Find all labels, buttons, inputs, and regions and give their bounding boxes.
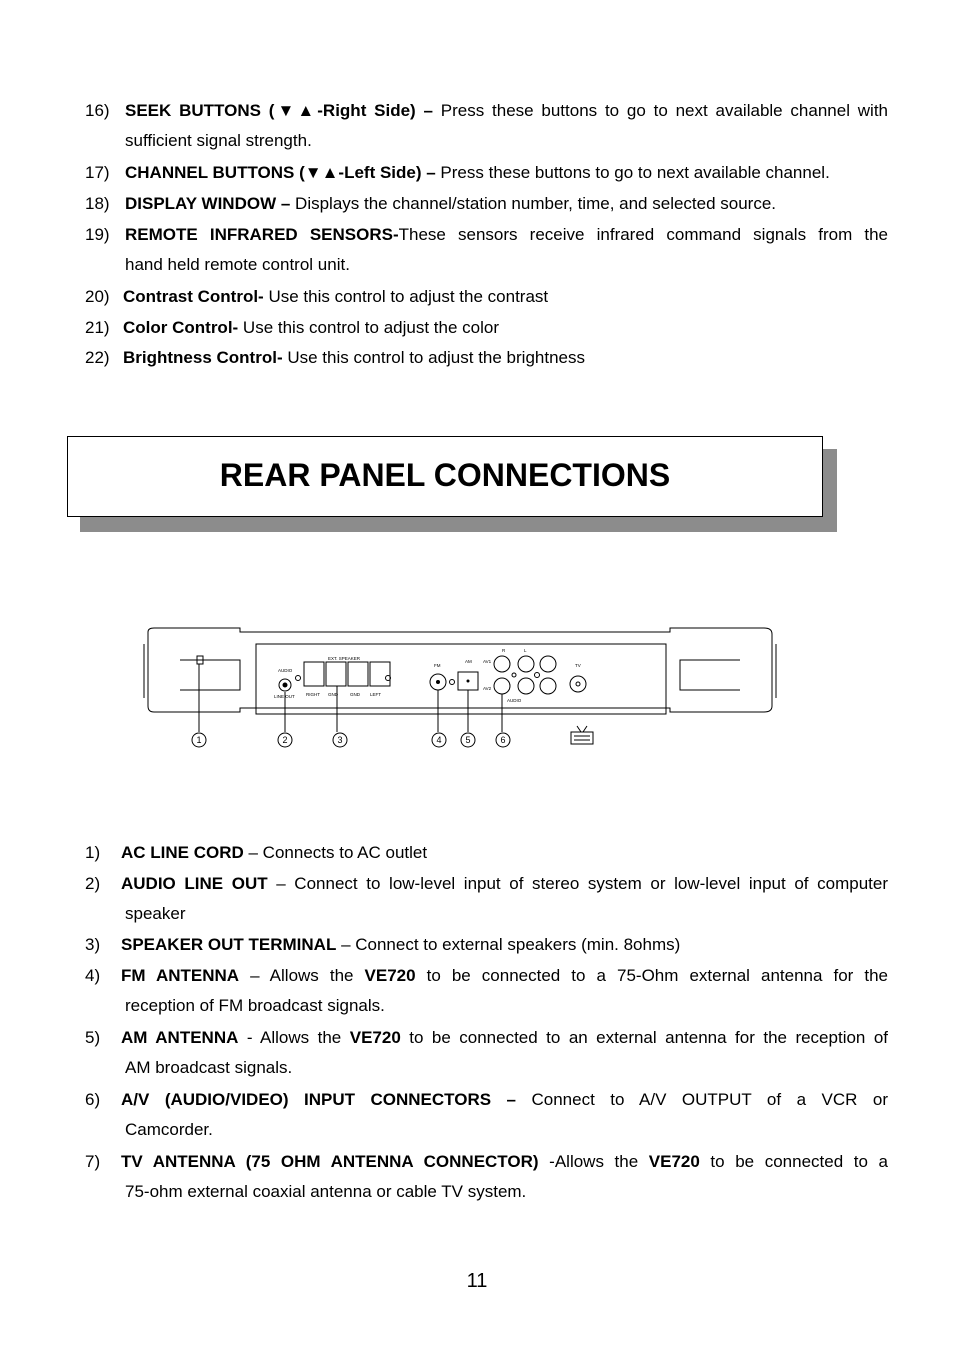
- callout-2: 2: [282, 735, 288, 745]
- item-term: Color Control-: [123, 318, 239, 337]
- item-continuation: sufficient signal strength.: [125, 131, 312, 150]
- label-av2: AV2: [483, 686, 492, 691]
- item-term: A/V (AUDIO/VIDEO) INPUT CONNECTORS –: [121, 1090, 517, 1109]
- item-continuation: speaker: [125, 904, 186, 923]
- item-description: to be connected to an external antenna for the reception of: [400, 1028, 889, 1047]
- section-title: REAR PANEL CONNECTIONS: [219, 457, 671, 493]
- panel-outline: [148, 628, 772, 712]
- item-term: TV ANTENNA (75 OHM ANTENNA CONNECTOR): [121, 1152, 539, 1171]
- tv-jack-center: [576, 682, 580, 686]
- label-audio: AUDIO: [278, 668, 293, 673]
- label-gnd-2: GND: [350, 692, 360, 697]
- item-number: 19): [85, 225, 110, 244]
- item-term: SPEAKER OUT TERMINAL: [121, 935, 337, 954]
- speaker-terminal-left: [370, 662, 390, 686]
- item-text: [121, 1085, 888, 1115]
- item-text: [125, 96, 888, 126]
- label-am: AM: [465, 659, 472, 664]
- item-term: Contrast Control-: [123, 287, 264, 306]
- callout-4: 4: [436, 735, 442, 745]
- item-description: Use this control to adjust the color: [238, 318, 499, 337]
- item-term: VE720: [364, 966, 416, 985]
- fm-screw: [450, 680, 455, 685]
- label-r: R: [502, 648, 506, 653]
- item-continuation: 75-ohm external coaxial antenna or cable TV system.: [125, 1182, 527, 1201]
- item-term: REMOTE INFRARED SENSORS-: [125, 225, 399, 244]
- item-term: Brightness Control-: [123, 348, 283, 367]
- label-audio-bottom: AUDIO: [507, 698, 522, 703]
- item-number: 4): [85, 966, 101, 985]
- item-text: [121, 930, 888, 960]
- label-gnd-1: GND: [328, 692, 338, 697]
- av2-audio-l-jack: [540, 678, 556, 694]
- item-number: 20): [85, 287, 110, 306]
- item-term: VE720: [648, 1152, 700, 1171]
- item-description: Displays the channel/station number, time, and selected source.: [290, 194, 777, 213]
- item-number: 5): [85, 1028, 101, 1047]
- item-text: [121, 1023, 888, 1053]
- item-number: 16): [85, 101, 110, 120]
- item-term: AUDIO LINE OUT: [121, 874, 268, 893]
- am-terminal-dot: [467, 680, 469, 682]
- av2-video-jack: [494, 678, 510, 694]
- label-fm: FM: [434, 663, 441, 668]
- speaker-terminal-right: [304, 662, 324, 686]
- callout-3: 3: [337, 735, 343, 745]
- item-description: – Connects to AC outlet: [243, 843, 428, 862]
- av1-audio-r-jack: [518, 656, 534, 672]
- speaker-terminal-gnd1: [326, 662, 346, 686]
- fm-jack-center: [437, 681, 440, 684]
- callout-1: 1: [196, 735, 202, 745]
- item-text: [121, 961, 888, 991]
- item-description: – Allows the: [239, 966, 365, 985]
- line-out-jack-center: [283, 683, 287, 687]
- item-description: These sensors receive infrared command signals from the: [398, 225, 888, 244]
- item-term: AM ANTENNA: [121, 1028, 239, 1047]
- rear-panel-diagram: [140, 620, 780, 755]
- av2-audio-r-jack: [518, 678, 534, 694]
- item-text: [125, 189, 888, 219]
- label-av1: AV1: [483, 659, 492, 664]
- connector-panel: [256, 644, 666, 714]
- label-ext-speaker: EXT. SPEAKER: [328, 656, 361, 661]
- label-line-out: LINE OUT: [274, 694, 295, 699]
- item-description: Use this control to adjust the brightness: [282, 348, 585, 367]
- item-continuation: reception of FM broadcast signals.: [125, 996, 385, 1015]
- right-handle: [680, 660, 740, 690]
- callout-6: 6: [500, 735, 506, 745]
- label-tv: TV: [575, 663, 581, 668]
- line-out-screw: [296, 676, 301, 681]
- item-number: 3): [85, 935, 101, 954]
- item-description: Press these buttons to go to next available channel with: [432, 101, 888, 120]
- item-description: Use this control to adjust the contrast: [263, 287, 549, 306]
- left-handle: [180, 660, 240, 690]
- item-text: [125, 158, 888, 188]
- item-term: AC LINE CORD: [121, 843, 244, 862]
- item-number: 17): [85, 163, 110, 182]
- item-text: [123, 282, 888, 312]
- av1-audio-l-jack: [540, 656, 556, 672]
- item-number: 21): [85, 318, 110, 337]
- page-number: 11: [466, 1270, 488, 1292]
- item-continuation: Camcorder.: [125, 1120, 213, 1139]
- item-description: Press these buttons to go to next available channel.: [435, 163, 830, 182]
- item-number: 6): [85, 1090, 101, 1109]
- item-number: 2): [85, 874, 101, 893]
- item-description: -Allows the: [538, 1152, 649, 1171]
- item-term: CHANNEL BUTTONS (▼▲-Left Side) –: [125, 163, 436, 182]
- section-banner: [67, 436, 823, 517]
- item-description: – Connect to low-level input of stereo system or low-level input of computer: [267, 874, 888, 893]
- speaker-terminal-gnd2: [348, 662, 368, 686]
- callout-5: 5: [465, 735, 471, 745]
- item-term: SEEK BUTTONS (▼▲-Right Side) –: [125, 101, 433, 120]
- label-l: L: [524, 648, 527, 653]
- item-text: [123, 313, 888, 343]
- item-description: to be connected to a 75-Ohm external antenna for the: [415, 966, 888, 985]
- item-number: 22): [85, 348, 110, 367]
- item-continuation: AM broadcast signals.: [125, 1058, 293, 1077]
- item-text: [121, 1147, 888, 1177]
- item-number: 7): [85, 1152, 101, 1171]
- item-term: DISPLAY WINDOW –: [125, 194, 291, 213]
- av-screw-small: [512, 673, 516, 677]
- item-text: [123, 343, 888, 373]
- tv-antenna-icon: [571, 726, 593, 744]
- av-screw: [535, 673, 540, 678]
- item-description: – Connect to external speakers (min. 8ohms): [336, 935, 681, 954]
- tv-jack: [570, 676, 586, 692]
- item-term: FM ANTENNA: [121, 966, 240, 985]
- item-description: - Allows the: [238, 1028, 350, 1047]
- item-term: VE720: [349, 1028, 401, 1047]
- av1-video-jack: [494, 656, 510, 672]
- item-number: 1): [85, 843, 101, 862]
- item-number: 18): [85, 194, 110, 213]
- item-description: Connect to A/V OUTPUT of a VCR or: [516, 1090, 888, 1109]
- item-text: [121, 838, 888, 868]
- item-description: to be connected to a: [699, 1152, 888, 1171]
- item-text: [121, 869, 888, 899]
- label-right: RIGHT: [306, 692, 320, 697]
- label-left: LEFT: [370, 692, 382, 697]
- item-text: [125, 220, 888, 250]
- item-continuation: hand held remote control unit.: [125, 255, 350, 274]
